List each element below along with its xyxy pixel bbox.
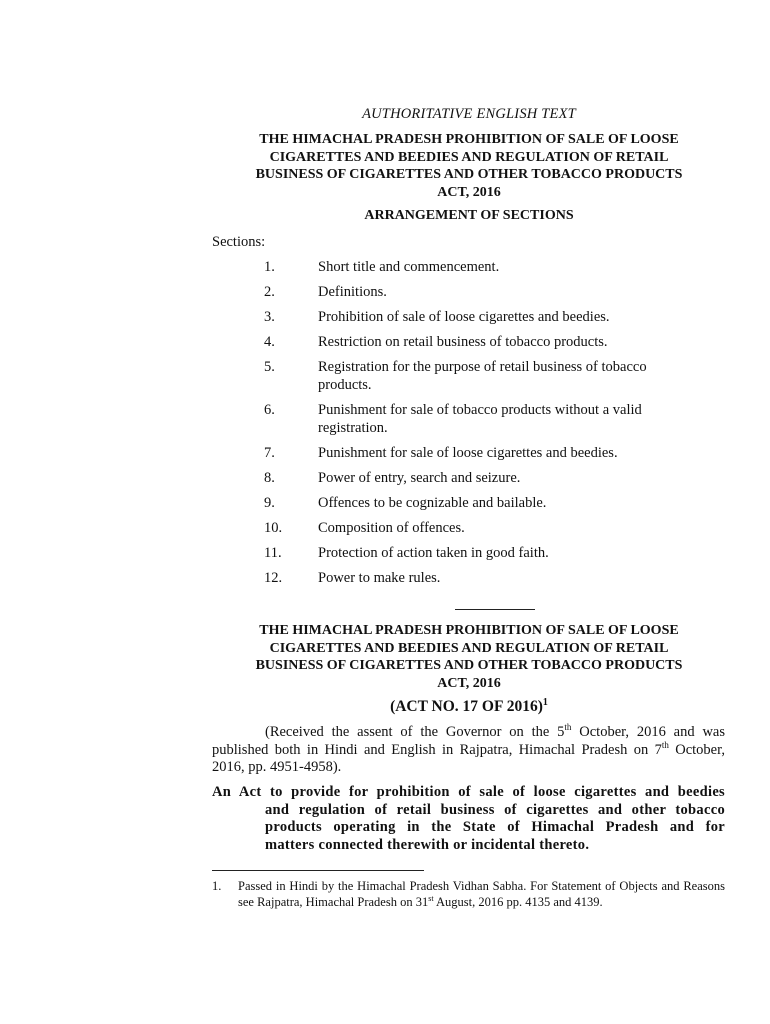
section-title: Short title and commencement. [318,259,500,275]
section-number: 2. [264,284,275,300]
assent-text: October, 2016 and was published both in Hindi and English in Rajpatra, Himachal Pradesh on 7 [212,724,726,758]
long-title-line: An Act to provide for prohibition of sale of loose cigarettes and beedies [212,784,725,800]
section-number: 1. [264,259,275,275]
assent-paragraph [212,724,725,777]
title-line: CIGARETTES AND BEEDIES AND REGULATION OF RETAIL [269,149,669,165]
section-number: 5. [264,359,275,375]
section-number: 10. [264,520,283,536]
section-title: Protection of action taken in good faith. [318,545,549,561]
long-title-line: matters connected therewith or incidental thereto. [265,836,590,853]
assent-text: October, 2016, pp. 4951-4958). [212,741,725,775]
footnote-ref[interactable]: 1 [542,697,548,708]
section-title: Power of entry, search and seizure. [318,470,521,486]
separator-rule [455,609,535,610]
ordinal-suffix: st [428,893,434,903]
section-title-line: registration. [318,419,388,436]
section-title-line: Registration for the purpose of retail business of tobacco [318,359,647,375]
ordinal-suffix: th [661,739,669,750]
act-title [210,622,728,692]
footnote-number: 1. [212,879,222,893]
section-title: Offences to be cognizable and bailable. [318,495,547,511]
section-title-line: products. [318,376,372,393]
sections-label: Sections: [212,234,266,250]
title-line: BUSINESS OF CIGARETTES AND OTHER TOBACCO PRODUCTS [255,658,683,673]
authoritative-text-heading: AUTHORITATIVE ENGLISH TEXT [362,106,576,122]
assent-text: (Received the assent of the Governor on the 5 [265,724,565,740]
footnote-rule [212,870,424,871]
section-number: 11. [264,545,282,561]
section-number: 12. [264,570,283,586]
section-number: 7. [264,445,275,461]
section-number: 3. [264,309,275,325]
title-line: THE HIMACHAL PRADESH PROHIBITION OF SALE OF LOOSE [259,623,679,638]
footnote-text-part: Passed in Hindi by the Himachal Pradesh Vidhan Sabha. For Statement of Objects and Reasons see Rajpatra, Himachal Pradesh on 31 [238,879,725,909]
arrangement-title [210,131,728,201]
section-number: 9. [264,495,275,511]
section-title: Restriction on retail business of tobacco products. [318,334,608,350]
section-title: Punishment for sale of loose cigarettes and beedies. [318,445,618,461]
section-title: Composition of offences. [318,520,465,536]
act-number-text: (ACT NO. 17 OF 2016) [390,698,543,716]
ordinal-suffix: th [564,722,572,733]
section-title: Power to make rules. [318,570,441,586]
section-number: 4. [264,334,275,350]
title-line: ACT, 2016 [437,675,501,691]
section-number: 8. [264,470,275,486]
section-title: Definitions. [318,284,387,300]
long-title [212,784,725,854]
title-line: CIGARETTES AND BEEDIES AND REGULATION OF RETAIL [269,640,669,656]
long-title-line: and regulation of retail business of cigarettes and other tobacco [265,801,725,818]
section-title: Prohibition of sale of loose cigarettes and beedies. [318,309,610,325]
arrangement-heading: ARRANGEMENT OF SECTIONS [364,208,574,223]
act-number [210,697,728,716]
section-number: 6. [264,402,275,418]
section-title [318,402,718,437]
title-line: ACT, 2016 [437,184,501,200]
footnote-text [238,878,725,910]
footnote-text-part: August, 2016 pp. 4135 and 4139. [433,895,603,909]
title-line: THE HIMACHAL PRADESH PROHIBITION OF SALE OF LOOSE [259,132,679,147]
long-title-line: products operating in the State of Himachal Pradesh and for [265,819,725,835]
title-line: BUSINESS OF CIGARETTES AND OTHER TOBACCO PRODUCTS [255,167,683,182]
section-title [318,359,718,394]
section-title-line: Punishment for sale of tobacco products without a valid [318,402,642,418]
